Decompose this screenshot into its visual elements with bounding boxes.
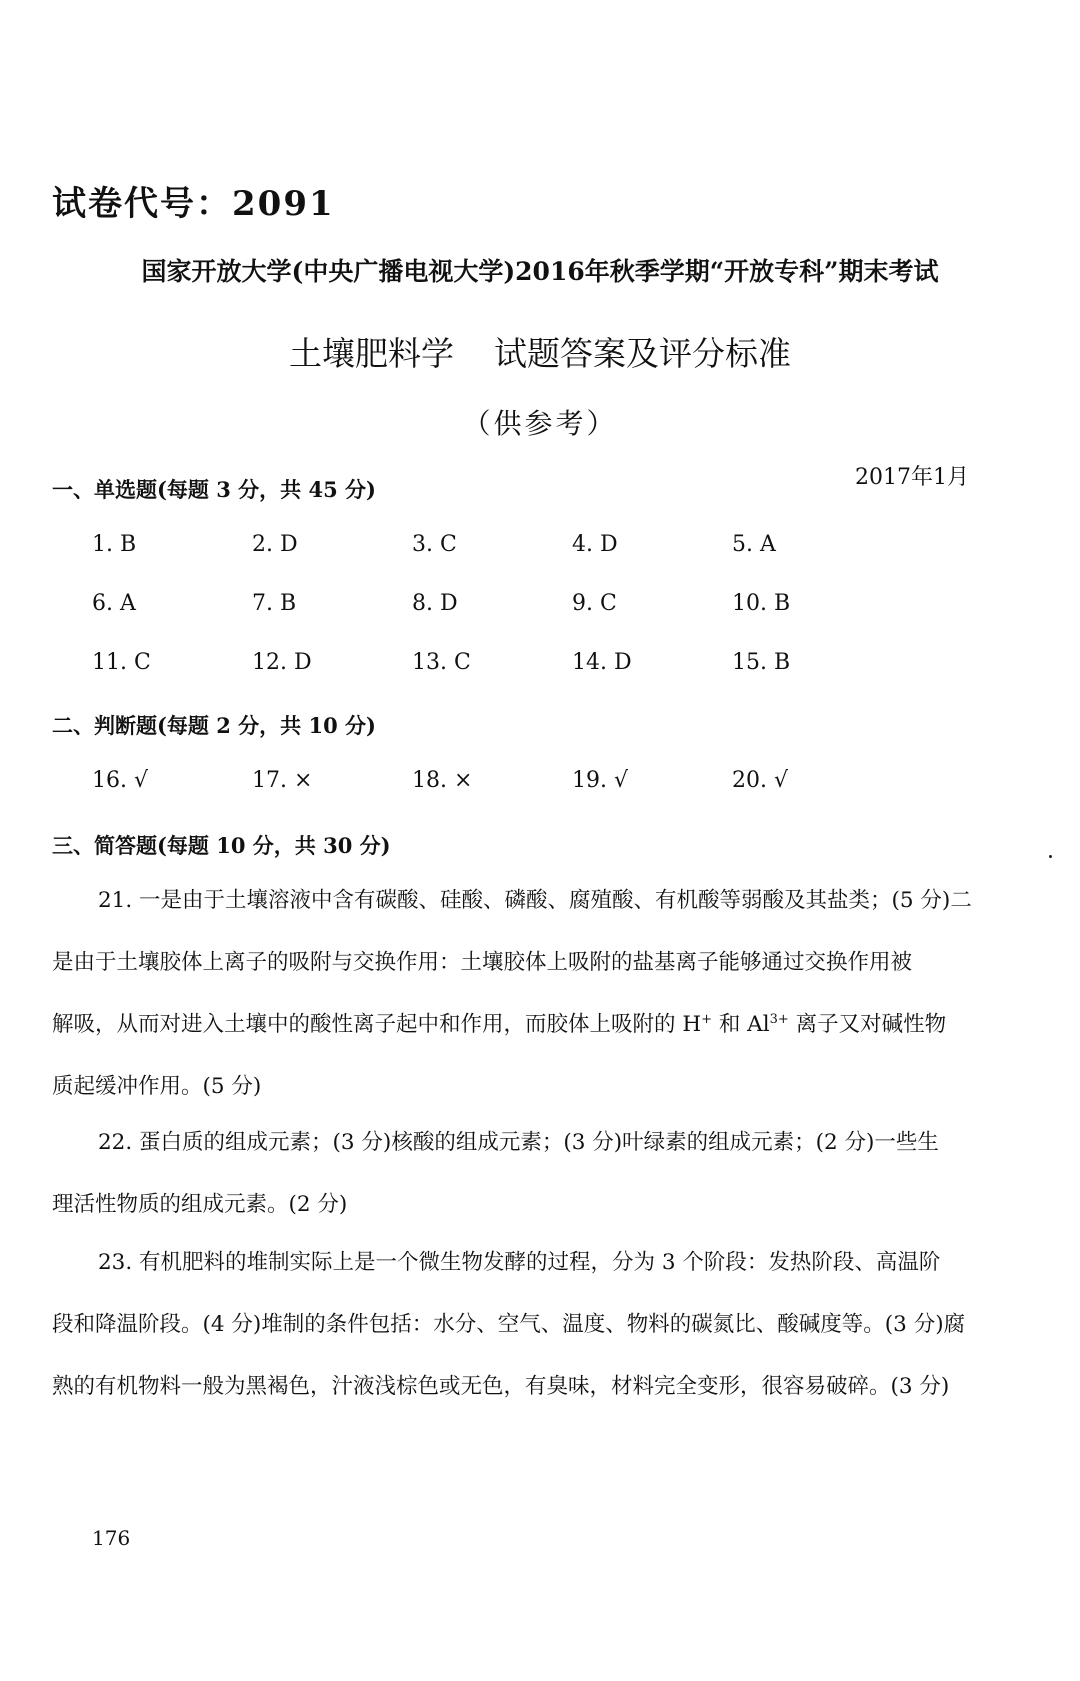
answer-23-line3: 熟的有机物料一般为黑褐色，汁液浅棕色或无色，有臭味，材料完全变形，很容易破碎。(3 分) [52, 1374, 950, 1399]
title-doc-type: 试题答案及评分标准 [494, 334, 791, 373]
answer-item: 2. D [252, 532, 298, 557]
answer-item: 6. A [92, 591, 136, 616]
title-subject: 土壤肥料学 [289, 334, 454, 373]
page-title [0, 328, 1080, 375]
answer-item: 3. C [412, 532, 457, 557]
answer-item: 17. × [252, 768, 313, 793]
answer-22-line2: 理活性物质的组成元素。(2 分) [52, 1192, 348, 1217]
answer-21-line2: 是由于土壤胶体上离子的吸附与交换作用：土壤胶体上吸附的盐基离子能够通过交换作用被 [52, 950, 913, 975]
section1-heading: 一、单选题(每题 3 分，共 45 分) [52, 477, 376, 502]
section3-heading: 三、简答题(每题 10 分，共 30 分) [52, 833, 391, 858]
answer-item: 13. C [412, 650, 471, 675]
answer-item: 18. × [412, 768, 473, 793]
answer-item: 9. C [572, 591, 617, 616]
answer-22 [52, 1112, 1032, 1236]
answer-item: 4. D [572, 532, 618, 557]
answer-item: 5. A [732, 532, 776, 557]
answer-item: 1. B [92, 532, 137, 557]
answer-item: 7. B [252, 591, 297, 616]
page-subtitle: （供参考） [462, 407, 618, 440]
answer-item: 8. D [412, 591, 458, 616]
answer-item: 12. D [252, 650, 312, 675]
answer-21-line3: 解吸，从而对进入土壤中的酸性离子起中和作用，而胶体上吸附的 H+ 和 $Al^{3+}$ 离子又对碱性物 [52, 1011, 947, 1037]
answer-21-line1: 21. 一是由于土壤溶液中含有碳酸、硅酸、磷酸、腐殖酸、有机酸等弱酸及其盐类；(5 分)二 [98, 888, 972, 913]
answer-item: 15. B [732, 650, 791, 675]
answer-item: 14. D [572, 650, 632, 675]
answer-item: 11. C [92, 650, 151, 675]
answer-23 [52, 1232, 1032, 1418]
paper-code: 试卷代号：2091 [52, 184, 335, 224]
answer-23-line1: 23. 有机肥料的堆制实际上是一个微生物发酵的过程，分为 3 个阶段：发热阶段、高温阶 [98, 1250, 941, 1275]
answer-item: 19. √ [572, 768, 628, 793]
answer-item: 10. B [732, 591, 791, 616]
answer-21-line4: 质起缓冲作用。(5 分) [52, 1074, 262, 1099]
answer-22-line1: 22. 蛋白质的组成元素；(3 分)核酸的组成元素；(3 分)叶绿素的组成元素；(2 分)一些生 [98, 1130, 939, 1155]
exam-date: 2017年1月 [855, 465, 969, 490]
scan-dot [1049, 855, 1052, 858]
page-number: 176 [92, 1526, 131, 1550]
section2-heading: 二、判断题(每题 2 分，共 10 分) [52, 713, 376, 738]
answer-item: 20. √ [732, 768, 788, 793]
answer-23-line2: 段和降温阶段。(4 分)堆制的条件包括：水分、空气、温度、物料的碳氮比、酸碱度等。(3 分)腐 [52, 1312, 966, 1337]
answer-21 [52, 870, 1032, 1118]
exam-header: 国家开放大学(中央广播电视大学)2016年秋季学期“开放专科”期末考试 [141, 257, 939, 286]
answer-item: 16. √ [92, 768, 148, 793]
